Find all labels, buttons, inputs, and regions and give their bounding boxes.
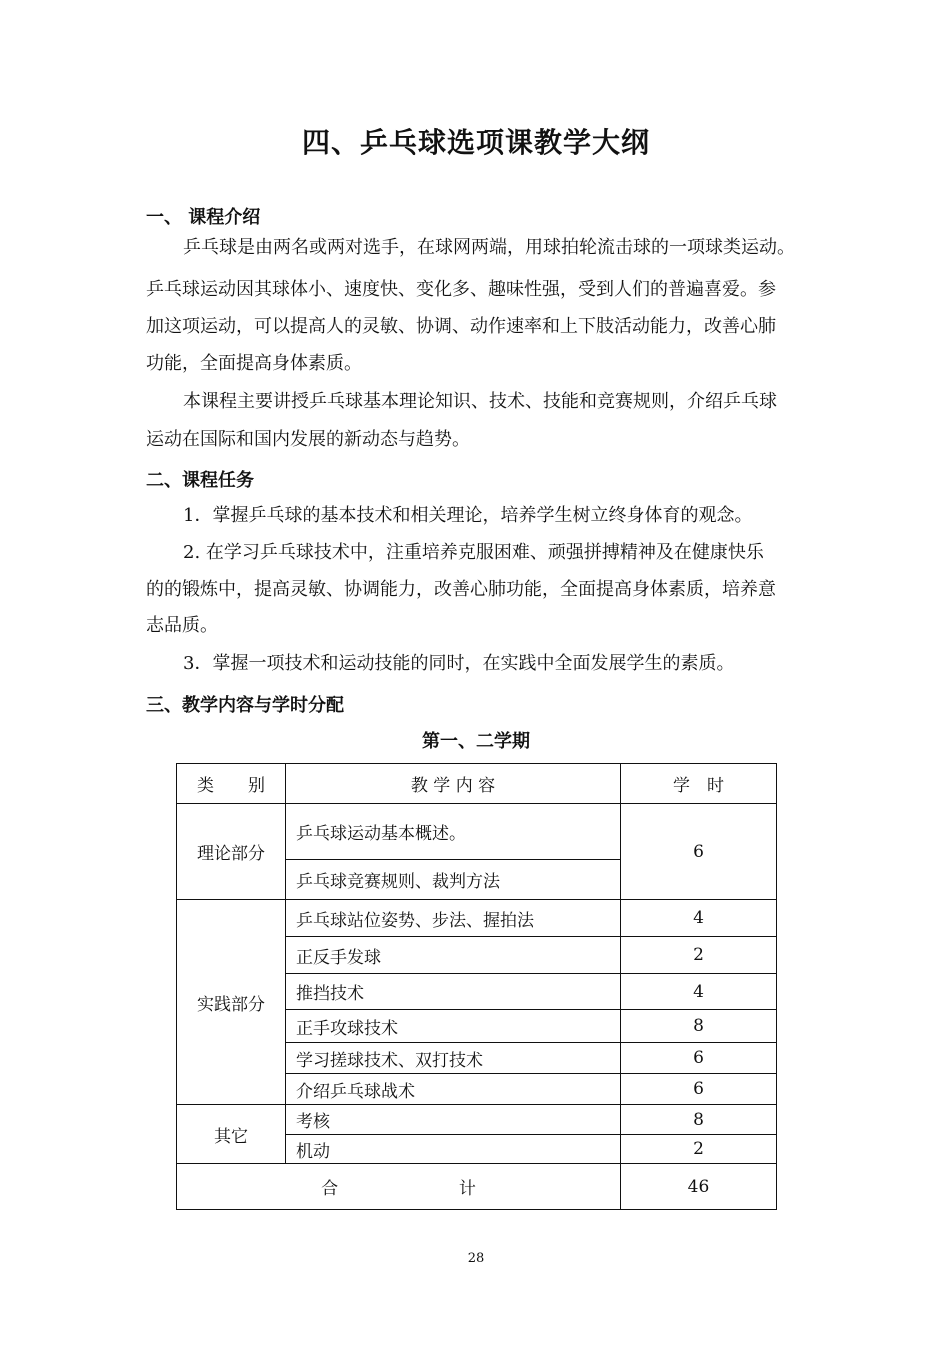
- section-heading-intro: 一、 课程介绍: [146, 207, 261, 228]
- total-hours: 46: [621, 1164, 777, 1210]
- hours-cell: 2: [621, 937, 777, 974]
- task-item: 3．掌握一项技术和运动技能的同时，在实践中全面发展学生的素质。: [183, 653, 735, 674]
- task-item: 志品质。: [146, 615, 218, 636]
- intro-paragraph-line: 运动在国际和国内发展的新动态与趋势。: [146, 429, 470, 450]
- content-cell: 正手攻球技术: [286, 1010, 621, 1043]
- category-other: 其它: [177, 1105, 286, 1164]
- task-item: 2. 在学习乒乓球技术中，注重培养克服困难、顽强拼搏精神及在健康快乐: [183, 542, 764, 563]
- hours-table: [176, 763, 777, 1210]
- content-cell: 考核: [286, 1105, 621, 1135]
- intro-paragraph-line: 功能，全面提高身体素质。: [146, 353, 362, 374]
- page-title: 四、乒乓球选项课教学大纲: [301, 126, 650, 159]
- table-row: [177, 804, 777, 860]
- intro-paragraph-line: 乒乓球是由两名或两对选手，在球网两端，用球拍轮流击球的一项球类运动。: [183, 237, 795, 258]
- intro-paragraph-line: 乒乓球运动因其球体小、速度快、变化多、趣味性强，受到人们的普遍喜爱。参: [146, 279, 776, 300]
- hours-cell: 8: [621, 1105, 777, 1135]
- content-cell: 推挡技术: [286, 974, 621, 1010]
- total-label-1: 合: [321, 1179, 339, 1199]
- section-heading-content: 三、教学内容与学时分配: [146, 695, 344, 716]
- table-row: [177, 900, 777, 937]
- content-cell: 介绍乒乓球战术: [286, 1074, 621, 1105]
- content-cell: 学习搓球技术、双打技术: [286, 1043, 621, 1074]
- table-total-row: [177, 1164, 777, 1210]
- content-cell: 机动: [286, 1135, 621, 1164]
- header-hours: 学 时: [621, 764, 777, 804]
- hours-cell: 2: [621, 1135, 777, 1164]
- hours-cell: 6: [621, 804, 777, 900]
- total-label: [177, 1164, 621, 1210]
- hours-cell: 6: [621, 1043, 777, 1074]
- header-content: 教 学 内 容: [286, 764, 621, 804]
- task-item: 1．掌握乒乓球的基本技术和相关理论，培养学生树立终身体育的观念。: [183, 505, 753, 526]
- header-category: 类 别: [177, 764, 286, 804]
- total-label-2: 计: [458, 1179, 476, 1199]
- intro-paragraph-line: 加这项运动，可以提高人的灵敏、协调、动作速率和上下肢活动能力，改善心肺: [146, 316, 776, 337]
- hours-cell: 6: [621, 1074, 777, 1105]
- category-practice: 实践部分: [177, 900, 286, 1105]
- task-item: 的的锻炼中，提高灵敏、协调能力，改善心肺功能，全面提高身体素质，培养意: [146, 579, 776, 600]
- hours-cell: 8: [621, 1010, 777, 1043]
- table-title: 第一、二学期: [422, 731, 530, 752]
- table-header-row: [177, 764, 777, 804]
- hours-cell: 4: [621, 900, 777, 937]
- content-cell: 乒乓球运动基本概述。: [286, 804, 621, 860]
- category-theory: 理论部分: [177, 804, 286, 900]
- table-row: [177, 1105, 777, 1135]
- content-cell: 正反手发球: [286, 937, 621, 974]
- section-heading-tasks: 二、课程任务: [146, 470, 254, 491]
- intro-paragraph-line: 本课程主要讲授乒乓球基本理论知识、技术、技能和竞赛规则，介绍乒乓球: [183, 391, 777, 412]
- content-cell: 乒乓球竞赛规则、裁判方法: [286, 860, 621, 900]
- content-cell: 乒乓球站位姿势、步法、握拍法: [286, 900, 621, 937]
- hours-cell: 4: [621, 974, 777, 1010]
- page-number: 28: [467, 1251, 485, 1266]
